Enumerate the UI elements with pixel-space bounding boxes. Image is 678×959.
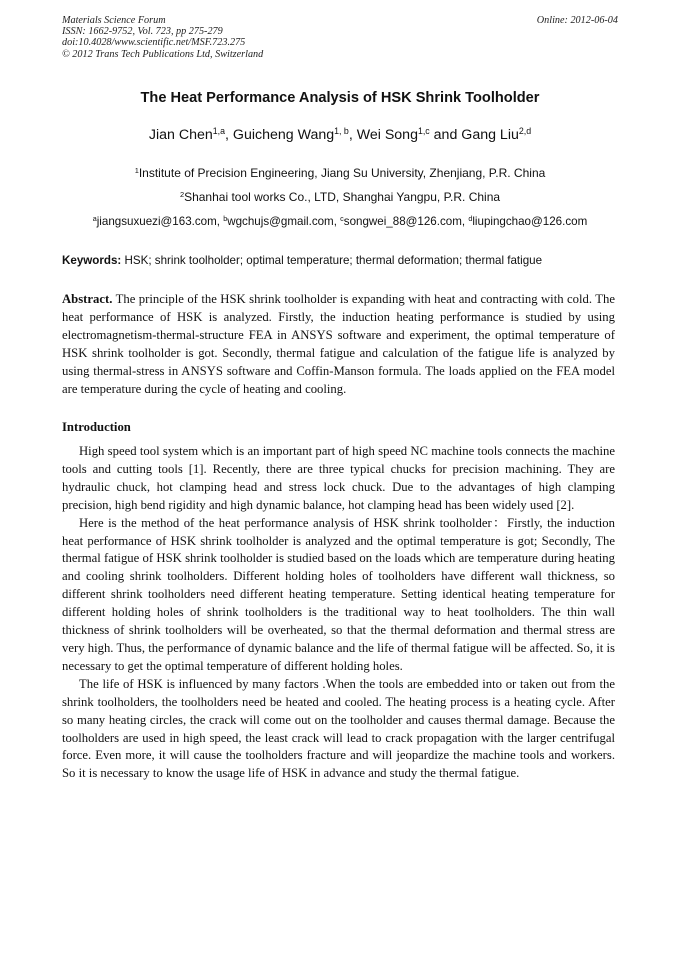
author-separator: , xyxy=(225,127,233,143)
affiliation-text: Institute of Precision Engineering, Jiang Su University, Zhenjiang, P.R. China xyxy=(138,166,546,180)
keywords-line xyxy=(62,254,618,267)
journal-header xyxy=(62,15,618,60)
author-list xyxy=(62,127,618,143)
abstract-paragraph xyxy=(62,291,615,398)
journal-name: Materials Science Forum xyxy=(62,15,166,26)
email-mark: d xyxy=(468,214,473,224)
email-separator: , xyxy=(216,215,224,228)
abstract-section xyxy=(62,291,615,398)
author-affil-mark: 2,d xyxy=(518,126,532,137)
author-separator: and xyxy=(429,127,462,143)
email-mark: b xyxy=(223,214,228,224)
affiliation-2 xyxy=(62,190,618,204)
email-address: liupingchao@126.com xyxy=(472,215,588,228)
affiliation-1 xyxy=(62,166,618,180)
affiliation-mark: 1 xyxy=(134,165,139,175)
doi-line: doi:10.4028/www.scientific.net/MSF.723.275 xyxy=(62,37,246,49)
paper-title: The Heat Performance Analysis of HSK Shrink Toolholder xyxy=(140,90,540,106)
author-affil-mark: 1,c xyxy=(417,126,430,137)
issn-line: ISSN: 1662-9752, Vol. 723, pp 275-279 xyxy=(62,26,223,38)
email-mark: c xyxy=(340,214,344,224)
body-paragraph: The life of HSK is influenced by many factors .When the tools are embedded into or taken out from the shrink toolholders, the toolholders need be heated and cooled. The heating process is a heating cycle. After so many heating circles, the crack will come out on the toolholder and causes thermal damage. Because the toolholders are used in high speed, the least crack will lead to crack propagation with the larger centrifugal force. Even more, it will cause the toolholders fracture and will jeopardize the machine tools and workers. So it is necessary to know the usage life of HSK in advance and study the thermal fatigue. xyxy=(62,676,615,781)
author-name: Guicheng Wang xyxy=(232,127,335,143)
affiliation-mark: 2 xyxy=(179,189,185,199)
email-address: songwei_88@126.com xyxy=(343,215,462,228)
abstract-label: Abstract. xyxy=(62,292,113,306)
email-list xyxy=(62,215,618,228)
author-affil-mark: 1, b xyxy=(334,126,349,137)
email-address: jiangsuxuezi@163.com xyxy=(96,215,217,228)
body-paragraph: High speed tool system which is an important part of high speed NC machine tools connects the machine tools and cutting tools [1]. Recently, there are three typical chucks for precision machining. They are hydraulic chuck, hot clamping head and stress lock chuck. Due to the advantages of high clamping precision, high bend rigidity and high dynamic balance, hot clamping head has been widely used [2]. xyxy=(62,444,615,512)
author-name: Jian Chen xyxy=(148,127,213,143)
abstract-text: The principle of the HSK shrink toolholder is expanding with heat and contracting with cold. The heat performance of HSK is analyzed. Firstly, the induction heating performance is studied by using electromagnetism-thermal-structure FEA in ANSYS software and experiment, the optimal temperature of HSK shrink toolholder is got. Secondly, thermal fatigue and calculation of the fatigue life is analyzed by using thermal-stress in ANSYS software and Coffin-Manson formula. The loads applied on the FEA model are temperature during the cycle of heating and cooling. xyxy=(62,292,615,396)
keywords-label: Keywords: xyxy=(62,254,122,267)
author-name: Wei Song xyxy=(356,127,418,143)
body-paragraph: Here is the method of the heat performance analysis of HSK shrink toolholder：Firstly, the induction heat performance of HSK shrink toolholder is analyzed and the optimal temperature is got; Secondly, The thermal fatigue of HSK shrink toolholder is studied based on the loads which are temperature during heating and cooling shrink toolholders. Different holding holes of toolholders have different wall thickness, so different shrink toolholders need different heating temperature. Setting identical heating temperature for different holding holes of shrink toolholders is the traditional way to heat toolholders. The thin wall thickness of shrink toolholders will be overheated, so that the thermal deformation and thermal stress are very high. Thus, the performance of dynamic balance and the life of thermal fatigue will be affected. So, it is necessary to get the optimal temperature of different holding holes. xyxy=(62,515,615,673)
author-affil-mark: 1,a xyxy=(212,126,226,137)
copyright-line: © 2012 Trans Tech Publications Ltd, Switzerland xyxy=(62,48,264,60)
email-separator: , xyxy=(333,215,341,228)
author-separator: , xyxy=(348,127,357,143)
email-address: wgchujs@gmail.com xyxy=(227,215,334,228)
author-name: Gang Liu xyxy=(461,127,519,143)
keywords-text: HSK; shrink toolholder; optimal temperature; thermal deformation; thermal fatigue xyxy=(121,254,543,267)
introduction-section xyxy=(62,443,615,783)
email-mark: a xyxy=(92,214,97,224)
email-separator: , xyxy=(461,215,469,228)
online-date: Online: 2012-06-04 xyxy=(536,15,618,26)
affiliation-text: Shanhai tool works Co., LTD, Shanghai Yangpu, P.R. China xyxy=(184,190,501,204)
section-heading-introduction: Introduction xyxy=(62,420,131,434)
